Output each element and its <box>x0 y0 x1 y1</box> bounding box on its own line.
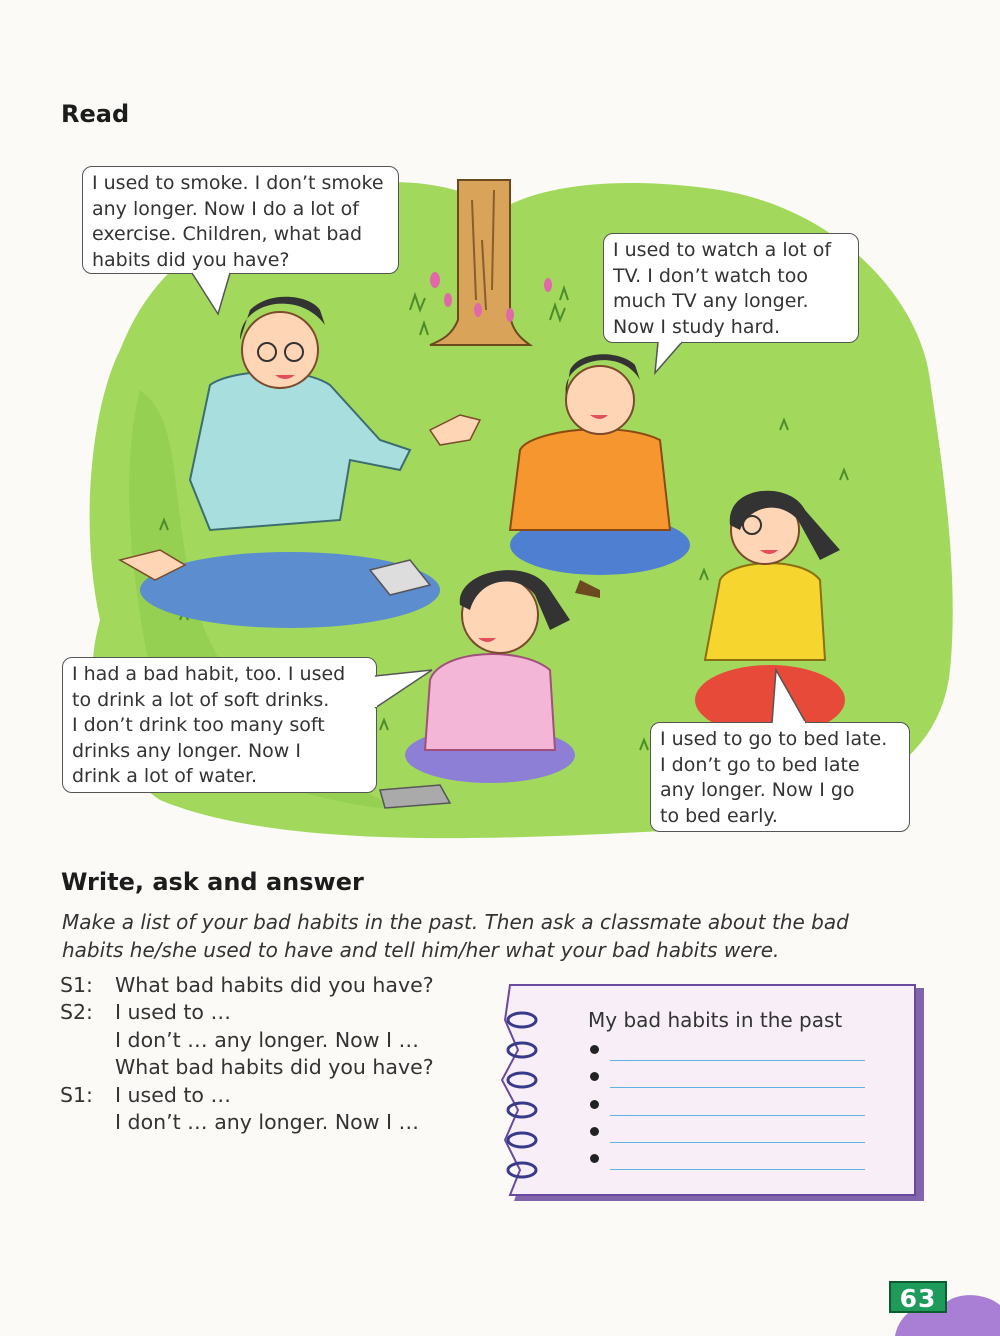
speaker-label <box>60 1027 115 1054</box>
write-ask-answer-heading: Write, ask and answer <box>61 868 364 896</box>
dialogue-row <box>60 972 434 999</box>
bubble-line: any longer. Now I do a lot of <box>92 197 359 220</box>
bubble-line: I don’t go to bed late <box>660 753 860 776</box>
dialogue-text: What bad habits did you have? <box>115 973 434 997</box>
bubble-line: habits did you have? <box>92 248 290 271</box>
dialogue-row <box>60 1054 434 1081</box>
speaker-label: S2: <box>60 1000 93 1025</box>
bubble-line: TV. I don’t watch too <box>613 264 808 287</box>
bubble-line: I don’t drink too many soft <box>72 714 325 736</box>
dialogue-text: I used to … <box>115 1082 231 1107</box>
teacher-bubble-tail <box>190 272 240 317</box>
bubble-line: to bed early. <box>660 804 778 827</box>
page-number: 63 <box>889 1281 947 1313</box>
write-line[interactable] <box>610 1115 865 1116</box>
bubble-line: drinks any longer. Now I <box>72 739 301 762</box>
list-bullet <box>590 1127 599 1136</box>
read-heading: Read <box>61 100 130 128</box>
dialogue-row <box>60 999 434 1026</box>
write-line[interactable] <box>610 1169 865 1170</box>
dialogue-row <box>60 1082 434 1109</box>
notebook-title: My bad habits in the past <box>588 1008 843 1032</box>
speaker-label <box>60 1054 115 1081</box>
dialogue-row <box>60 1027 434 1054</box>
speaker-label <box>60 1109 115 1136</box>
bubble-line: exercise. Children, what bad <box>92 223 363 245</box>
list-bullet <box>590 1100 599 1109</box>
girl-yellow-speech-bubble <box>650 722 910 832</box>
girl-pink-speech-bubble <box>62 657 377 793</box>
girl-yellow-bubble-tail <box>770 668 810 724</box>
dialogue-text: What bad habits did you have? <box>115 1055 434 1080</box>
speaker-label: S1: <box>60 973 93 997</box>
bubble-line: any longer. Now I go <box>660 779 855 801</box>
bubble-line: I used to watch a lot of <box>613 239 832 261</box>
instructions <box>62 908 942 964</box>
dialogue-text: I don’t … any longer. Now I … <box>115 1110 420 1135</box>
boy-bubble-tail <box>650 341 700 376</box>
notebook <box>480 980 925 1205</box>
write-line[interactable] <box>610 1087 865 1088</box>
bubble-line: to drink a lot of soft drinks. <box>72 688 330 711</box>
dialogue-text: I don’t … any longer. Now I … <box>115 1027 420 1052</box>
dialogue-row <box>60 1109 434 1136</box>
list-bullet <box>590 1072 599 1081</box>
instruction-line: habits he/she used to have and tell him/her what your bad habits were. <box>62 938 780 962</box>
girl-pink-bubble-tail <box>374 668 436 718</box>
list-bullet <box>590 1045 599 1054</box>
bubble-line: I used to smoke. I don’t smoke <box>92 172 384 194</box>
boy-speech-bubble <box>603 233 859 343</box>
bubble-line: I used to go to bed late. <box>660 728 888 750</box>
write-line[interactable] <box>610 1060 865 1061</box>
instruction-line: Make a list of your bad habits in the past. Then ask a classmate about the bad <box>62 910 849 934</box>
write-line[interactable] <box>610 1142 865 1143</box>
dialogue-text: I used to … <box>115 1000 231 1025</box>
bubble-line: Now I study hard. <box>613 315 781 338</box>
bubble-line: drink a lot of water. <box>72 765 258 787</box>
teacher-speech-bubble <box>82 166 399 274</box>
bubble-line: much TV any longer. <box>613 290 809 312</box>
bubble-line: I had a bad habit, too. I used <box>72 663 346 685</box>
dialogue <box>60 972 434 1136</box>
list-bullet <box>590 1154 599 1163</box>
speaker-label: S1: <box>60 1082 93 1107</box>
